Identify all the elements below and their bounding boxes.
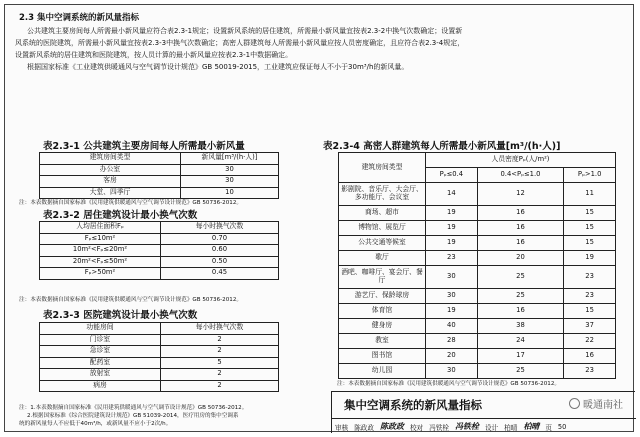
paragraph-1: 公共建筑主要房间每人所需最小新风量应符合表2.3-1规定；设置新风系统的居住建筑，所需最小新风量宜按表2.3-2中换气次数确定；设置新	[27, 27, 463, 35]
table-row	[40, 268, 279, 280]
table-cell: 30	[181, 176, 279, 188]
table1-caption: 表2.3-1 公共建筑主要房间每人所需最小新风量	[43, 141, 245, 152]
table3-note-3: 统的新风量每人不应低于40m³/h，或新风量不应小于2次/h。	[19, 421, 172, 427]
table-row	[40, 187, 279, 199]
paragraph-4: 根据国家标准《工业建筑供暖通风与空气调节设计规范》GB 50019-2015，工业建筑应保证每人不小于30m³/h的新风量。	[27, 63, 409, 71]
table-cell: 客房	[40, 176, 181, 188]
table-cell: 病房	[40, 380, 161, 392]
table-header: 功能房间	[40, 323, 161, 335]
table-cell: 急诊室	[40, 346, 161, 358]
table-cell: 配药室	[40, 357, 161, 369]
table1	[39, 152, 279, 199]
table-cell: 24	[477, 334, 564, 349]
table4-caption: 表2.3-4 高密人群建筑每人所需最小新风量[m³/(h·人)]	[323, 141, 561, 152]
table-cell: 30	[426, 266, 478, 289]
table-cell: 2	[161, 346, 279, 358]
table-header: 0.4<Pₚ≤1.0	[477, 168, 564, 183]
table-cell: 14	[426, 183, 478, 206]
table-cell: 22	[564, 334, 616, 349]
name-designer: 柏晴	[504, 423, 518, 432]
table-row	[40, 256, 279, 268]
table-cell: 20	[426, 349, 478, 364]
table-row	[40, 346, 279, 358]
table-cell: 15	[564, 236, 616, 251]
table-row	[339, 251, 616, 266]
table4-note: 注：本表数据摘自国家标准《民用建筑供暖通风与空气调节设计规范》GB 50736-2012。	[337, 381, 560, 387]
table-cell: 10m²<Fₚ≤20m²	[40, 245, 161, 257]
table2-caption: 表2.3-2 居住建筑设计最小换气次数	[43, 210, 198, 221]
table-cell: 影剧院、音乐厅、大会厅、多功能厅、会议室	[339, 183, 426, 206]
table-row	[339, 183, 616, 206]
table2-note: 注：本表数据摘自国家标准《民用建筑供暖通风与空气调节设计规范》GB 50736-2012。	[19, 297, 242, 303]
table-cell: 28	[426, 334, 478, 349]
table-row	[339, 334, 616, 349]
table-row	[40, 334, 279, 346]
table-cell: 0.70	[161, 233, 279, 245]
table-cell: 19	[426, 206, 478, 221]
table-cell: 公共交通等候室	[339, 236, 426, 251]
table-cell: 16	[564, 349, 616, 364]
label-review: 审核	[335, 423, 349, 432]
table-cell: 博物馆、展览厅	[339, 221, 426, 236]
table4	[338, 152, 616, 379]
table-row	[339, 289, 616, 304]
table-row	[40, 176, 279, 188]
table-header: 人均居住面积Fₚ	[40, 222, 161, 234]
table-cell: 放射室	[40, 369, 161, 381]
table-cell: 教室	[339, 334, 426, 349]
table-row	[339, 221, 616, 236]
table-row	[40, 380, 279, 392]
table-row	[40, 222, 279, 234]
section-heading: 2.3 集中空调系统的新风量指标	[19, 13, 140, 23]
paragraph-2: 风系统的医院建筑，所需最小新风量宜按表2.3-3中换气次数确定；高密人群建筑每人所需最小新风量应按人员密度确定，且应符合表2.3-4规定，	[15, 39, 465, 47]
table-cell: 11	[564, 183, 616, 206]
signature-proofreader: 冯铁栓	[454, 421, 479, 431]
table-header: 建筑房间类型	[40, 153, 181, 165]
table-cell: 30	[181, 164, 279, 176]
table-cell: 16	[477, 206, 564, 221]
table3-caption: 表2.3-3 医院建筑设计最小换气次数	[43, 310, 198, 321]
table-cell: 15	[564, 221, 616, 236]
page-number: 50	[557, 422, 567, 431]
signature-reviewer: 陈政政	[379, 421, 404, 431]
table-cell: 38	[477, 319, 564, 334]
table-cell: 30	[426, 364, 478, 379]
table-cell: 25	[477, 289, 564, 304]
table-cell: 16	[477, 236, 564, 251]
table-row	[40, 357, 279, 369]
table-cell: 0.60	[161, 245, 279, 257]
table-cell: 30	[426, 289, 478, 304]
table-cell: 办公室	[40, 164, 181, 176]
title-block-signatures	[332, 419, 636, 434]
name-reviewer: 陈政政	[354, 423, 374, 432]
table-cell: 健身房	[339, 319, 426, 334]
table-header: Pₚ≤0.4	[426, 168, 478, 183]
table-cell: 0.45	[161, 268, 279, 280]
table-cell: Fₚ≤10m²	[40, 233, 161, 245]
table-cell: 大堂、四季厅	[40, 187, 181, 199]
wechat-icon	[569, 398, 580, 409]
table-cell: 游艺厅、保龄球房	[339, 289, 426, 304]
table-cell: 23	[564, 364, 616, 379]
table3-note-2: 2.根据国家标准《综合医院建筑设计规范》GB 51039-2014，医疗用房的集中空调系	[27, 413, 239, 419]
label-design: 设计	[484, 423, 499, 432]
table-row	[339, 266, 616, 289]
table-row	[40, 153, 279, 165]
watermark	[569, 396, 623, 411]
table-cell: 19	[426, 304, 478, 319]
title-block	[331, 391, 635, 433]
table-cell: 5	[161, 357, 279, 369]
table-row	[339, 236, 616, 251]
paragraph-3: 设置新风系统的居住建筑和医院建筑，按人员计算的最小新风量应按表2.3-1中数据确定。	[15, 51, 293, 59]
table-cell: 16	[477, 221, 564, 236]
table-cell: 图书馆	[339, 349, 426, 364]
table-row	[339, 304, 616, 319]
table-row	[40, 369, 279, 381]
table3-note-1: 注：1.本表数据摘自国家标准《民用建筑供暖通风与空气调节设计规范》GB 50736-2012。	[19, 405, 248, 411]
table-cell: 37	[564, 319, 616, 334]
table-cell: 23	[564, 266, 616, 289]
table1-note: 注：本表数据摘自国家标准《民用建筑供暖通风与空气调节设计规范》GB 50736-2012。	[19, 200, 242, 206]
table-cell: 25	[477, 364, 564, 379]
table-row	[339, 206, 616, 221]
table-header: Pₚ>1.0	[564, 168, 616, 183]
table-row	[339, 364, 616, 379]
table-cell: 20	[477, 251, 564, 266]
table-cell: 16	[477, 304, 564, 319]
table-row	[40, 164, 279, 176]
table-header: 建筑房间类型	[339, 153, 426, 183]
table-cell: 19	[426, 221, 478, 236]
table-row	[339, 153, 616, 168]
table-cell: 商场、超市	[339, 206, 426, 221]
label-proofread: 校对	[409, 423, 424, 432]
table-group-header: 人员密度Pₚ(人/m²)	[426, 153, 616, 168]
table-cell: 12	[477, 183, 564, 206]
table-cell: 幼儿园	[339, 364, 426, 379]
table-cell: 19	[564, 251, 616, 266]
name-proofreader: 冯铁栓	[429, 423, 449, 432]
table-cell: 25	[477, 266, 564, 289]
table-cell: 2	[161, 334, 279, 346]
table-cell: 19	[426, 236, 478, 251]
table-cell: 40	[426, 319, 478, 334]
table-cell: 2	[161, 380, 279, 392]
label-page: 页	[545, 423, 552, 432]
watermark-text: 暖通南社	[583, 400, 623, 411]
document-page	[4, 4, 634, 432]
table-header: 新风量[m³/(h·人)]	[181, 153, 279, 165]
table-row	[40, 323, 279, 335]
table-cell: 歌厅	[339, 251, 426, 266]
table-cell: 10	[181, 187, 279, 199]
table-cell: Fₚ>50m²	[40, 268, 161, 280]
table2	[39, 221, 279, 280]
table-cell: 15	[564, 304, 616, 319]
table-cell: 20m²<Fₚ≤50m²	[40, 256, 161, 268]
title-block-title: 集中空调系统的新风量指标	[332, 392, 636, 419]
table-cell: 23	[564, 289, 616, 304]
table-header: 每小时换气次数	[161, 323, 279, 335]
table-row	[40, 233, 279, 245]
table-cell: 17	[477, 349, 564, 364]
table-cell: 门诊室	[40, 334, 161, 346]
table-cell: 2	[161, 369, 279, 381]
table-row	[339, 349, 616, 364]
table-cell: 15	[564, 206, 616, 221]
table-cell: 23	[426, 251, 478, 266]
signature-designer: 柏晴	[523, 421, 540, 431]
table-row	[339, 319, 616, 334]
table-row	[40, 245, 279, 257]
table-cell: 体育馆	[339, 304, 426, 319]
table-header: 每小时换气次数	[161, 222, 279, 234]
table-cell: 酒吧、咖啡厅、宴会厅、餐厅	[339, 266, 426, 289]
table3	[39, 322, 279, 392]
table-cell: 0.50	[161, 256, 279, 268]
